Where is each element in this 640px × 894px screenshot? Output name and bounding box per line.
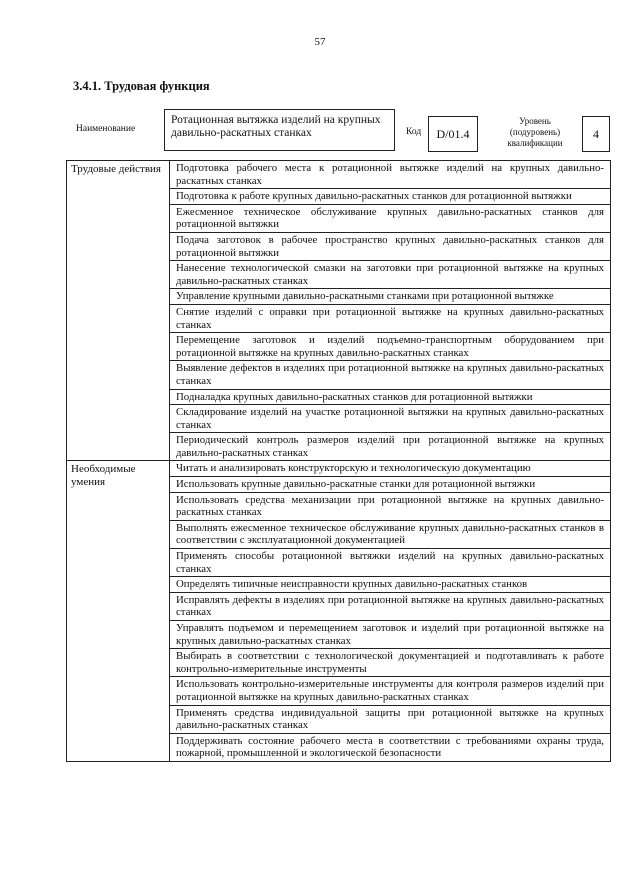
list-item: Использовать контрольно-измерительные инструменты для контроля размеров изделий при ротационной вытяжке на крупных давильно-раскатных станках <box>170 677 610 705</box>
list-item: Подготовка к работе крупных давильно-раскатных станков для ротационной вытяжки <box>170 189 610 205</box>
list-item: Использовать средства механизации при ротационной вытяжке на крупных давильно-раскатных станках <box>170 493 610 521</box>
function-name-box <box>164 109 395 151</box>
required-skills-row <box>67 461 611 761</box>
list-item: Поддерживать состояние рабочего места в соответствии с требованиями охраны труда, пожарной, промышленной и экологической безопасности <box>176 734 604 760</box>
list-item: Применять способы ротационной вытяжки изделий на крупных давильно-раскатных станках <box>170 549 610 577</box>
function-name-value: Ротационная вытяжка изделий на крупных давильно-раскатных станках <box>171 114 381 139</box>
labor-actions-list <box>170 161 611 461</box>
level-value: 4 <box>593 127 599 141</box>
labor-actions-row <box>67 161 611 461</box>
code-value: D/01.4 <box>436 127 470 141</box>
list-item: Складирование изделий на участке ротационной вытяжки на крупных давильно-раскатных станках <box>170 405 610 433</box>
required-skills-list <box>170 461 611 761</box>
list-item: Управлять подъемом и перемещением заготовок и изделий при ротационной вытяжке на крупных давильно-раскатных станках <box>170 621 610 649</box>
level-label: Уровень (подуровень) квалификации <box>507 116 563 148</box>
list-item: Выполнять ежесменное техническое обслуживание крупных давильно-раскатных станков в соответствии с эксплуатационной документацией <box>170 521 610 549</box>
level-box <box>582 116 610 152</box>
list-item: Подготовка рабочего места к ротационной вытяжке изделий на крупных давильно-раскатных станках <box>170 161 610 189</box>
function-table <box>66 160 611 762</box>
list-item: Ежесменное техническое обслуживание крупных давильно-раскатных станков для ротационной вытяжки <box>170 205 610 233</box>
list-item: Перемещение заготовок и изделий подъемно-транспортным оборудованием при ротационной вытяжке на крупных давильно-раскатных станках <box>170 333 610 361</box>
list-item: Подналадка крупных давильно-раскатных станков для ротационной вытяжки <box>170 390 610 406</box>
list-item: Нанесение технологической смазки на заготовки при ротационной вытяжке на крупных давильно-раскатных станках <box>170 261 610 289</box>
labor-actions-label: Трудовые действия <box>67 161 170 461</box>
section-title: 3.4.1. Трудовая функция <box>73 79 210 93</box>
list-item: Использовать крупные давильно-раскатные станки для ротационной вытяжки <box>170 477 610 493</box>
list-item: Читать и анализировать конструкторскую и технологическую документацию <box>170 461 610 477</box>
name-label: Наименование <box>76 124 136 134</box>
list-item: Применять средства индивидуальной защиты при ротационной вытяжке на крупных давильно-раскатных станках <box>170 706 610 734</box>
list-item: Исправлять дефекты в изделиях при ротационной вытяжке на крупных давильно-раскатных станках <box>170 593 610 621</box>
page-number: 57 <box>314 36 326 48</box>
list-item: Подача заготовок в рабочее пространство крупных давильно-раскатных станков для ротационной вытяжки <box>170 233 610 261</box>
list-item: Выявление дефектов в изделиях при ротационной вытяжке на крупных давильно-раскатных станках <box>170 361 610 389</box>
required-skills-label: Необходимые умения <box>67 461 170 761</box>
list-item: Снятие изделий с оправки при ротационной вытяжке на крупных давильно-раскатных станках <box>170 305 610 333</box>
code-box <box>428 116 478 152</box>
list-item: Управление крупными давильно-раскатными станками при ротационной вытяжке <box>170 289 610 305</box>
list-item: Выбирать в соответствии с технологической документацией и подготавливать к работе контрольно-измерительные инструменты <box>170 649 610 677</box>
code-label: Код <box>406 127 422 137</box>
list-item: Определять типичные неисправности крупных давильно-раскатных станков <box>170 577 610 593</box>
list-item: Периодический контроль размеров изделий при ротационной вытяжке на крупных давильно-раскатных станках <box>176 434 604 459</box>
